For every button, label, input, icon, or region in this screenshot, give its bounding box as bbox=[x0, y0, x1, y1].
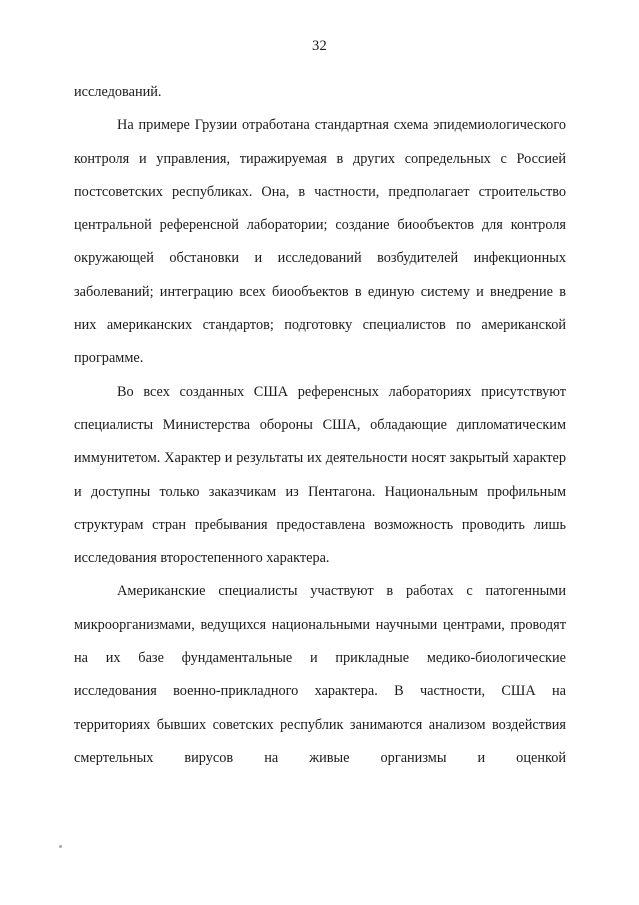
paragraph: исследований. bbox=[74, 84, 162, 100]
page-number: 32 bbox=[312, 38, 327, 54]
scan-artifact-dot bbox=[59, 845, 62, 848]
paragraph: На примере Грузии отработана стандартная схема эпидемиологического контроля и управления, тиражируемая в других сопредельных с Россией постсоветских республиках. Она, в частности, предполагает строительство центральной референсной лаборатории; создание биообъектов для контроля окружающей обстановки и исследований возбудителей инфекционных заболеваний; интеграцию всех биообъектов в единую систему и внедрение в них американских стандартов; подготовку специалистов по американской программе. bbox=[74, 117, 566, 367]
paragraph: Американские специалисты участвуют в работах с патогенными микроорганизмами, ведущихся национальными научными центрами, проводят на их базе фундаментальные и прикладные медико-биологические исследования военно-прикладного характера. В частности, США на территориях бывших советских республик занимаются анализом воздействия смертельных вирусов на живые организмы и оценкой bbox=[74, 583, 566, 766]
page-body bbox=[74, 76, 566, 775]
paragraph: Во всех созданных США референсных лабораториях присутствуют специалисты Министерства обороны США, обладающие дипломатическим иммунитетом. Характер и результаты их деятельности носят закрытый характер и доступны только заказчикам из Пентагона. Национальным профильным структурам стран пребывания предоставлена возможность проводить лишь исследования второстепенного характера. bbox=[74, 383, 566, 567]
